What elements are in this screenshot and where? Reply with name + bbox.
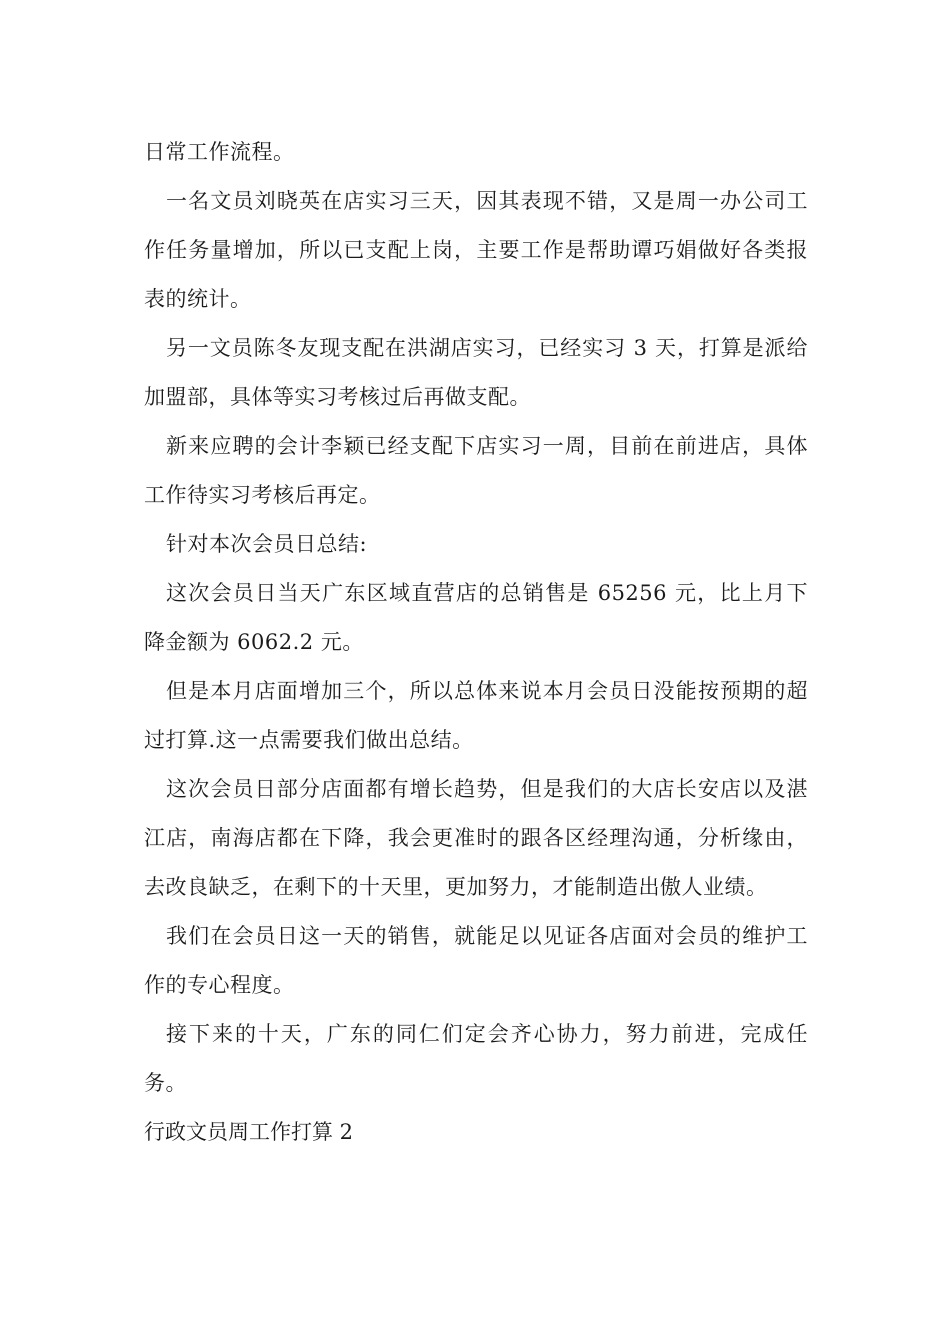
paragraph-store-increase: 但是本月店面增加三个，所以总体来说本月会员日没能按预期的超过打算.这一点需要我们做出总结。	[144, 679, 808, 752]
paragraph-next-ten-days: 接下来的十天，广东的同仁们定会齐心协力，努力前进，完成任务。	[144, 1022, 808, 1095]
paragraph-accountant-li: 新来应聘的会计李颖已经支配下店实习一周，目前在前进店，具体工作待实习考核后再定。	[144, 434, 808, 507]
paragraph-summary-heading: 针对本次会员日总结:	[166, 532, 368, 556]
paragraph-member-maintenance: 我们在会员日这一天的销售，就能足以见证各店面对会员的维护工作的专心程度。	[144, 924, 808, 997]
section-title: 行政文员周工作打算 2	[144, 1120, 354, 1144]
paragraph-clerk-liu: 一名文员刘晓英在店实习三天，因其表现不错，又是周一办公司工作任务量增加，所以已支配上岗，主要工作是帮助谭巧娟做好各类报表的统计。	[144, 189, 808, 311]
paragraph-clerk-chen: 另一文员陈冬友现支配在洪湖店实习，已经实习 3 天，打算是派给加盟部，具体等实习考核过后再做支配。	[144, 336, 808, 409]
paragraph-growth-trend: 这次会员日部分店面都有增长趋势，但是我们的大店长安店以及湛江店，南海店都在下降，我会更准时的跟各区经理沟通，分析缘由，去改良缺乏，在剩下的十天里，更加努力，才能制造出傲人业绩。	[144, 777, 808, 899]
document-page	[144, 128, 808, 1157]
paragraph-sales-total: 这次会员日当天广东区域直营店的总销售是 65256 元，比上月下降金额为 6062.2 元。	[144, 581, 808, 654]
paragraph-workflow: 日常工作流程。	[144, 140, 295, 164]
